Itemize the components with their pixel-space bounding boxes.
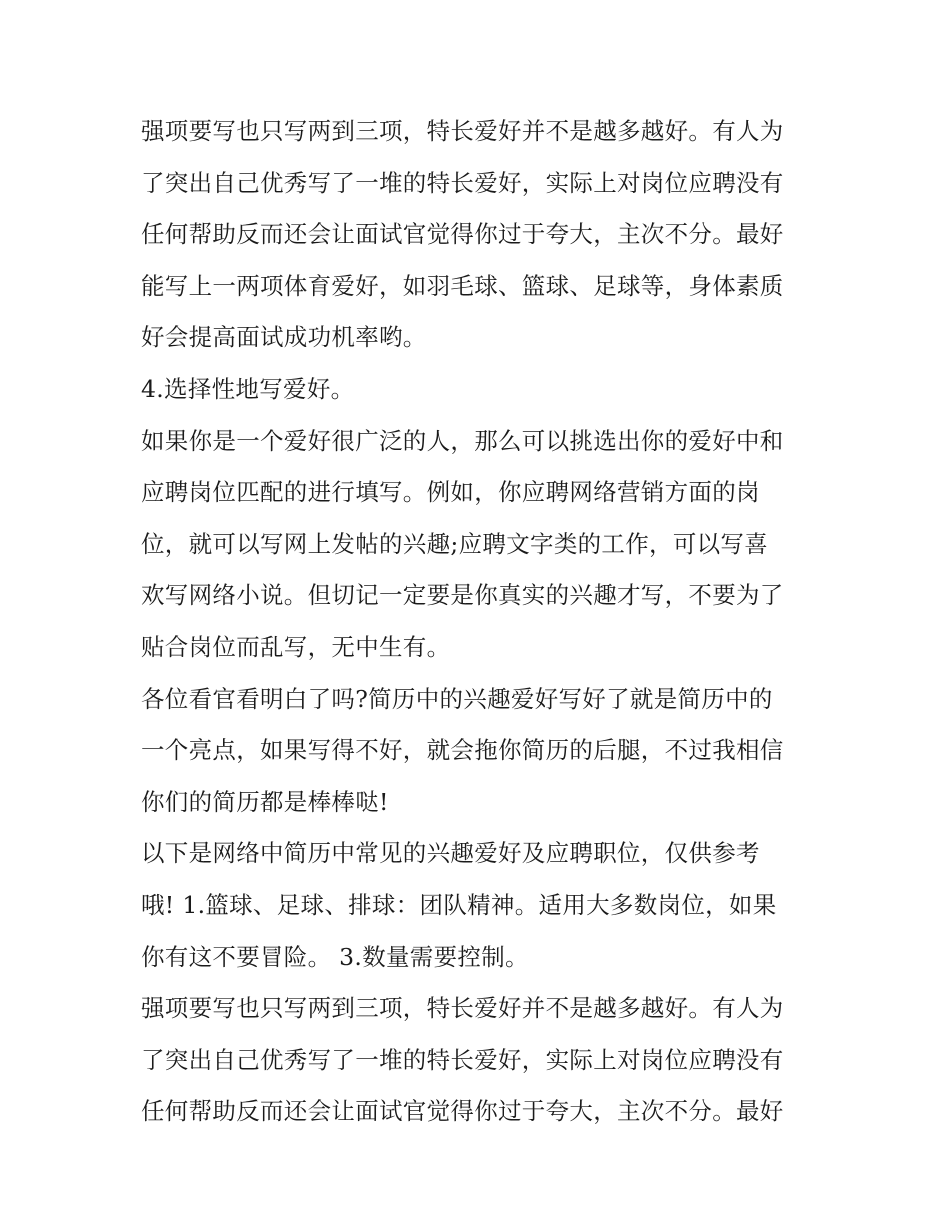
text-line: 了突出自己优秀写了一堆的特长爱好，实际上对岗位应聘没有 <box>141 1045 784 1074</box>
text-line: 应聘岗位匹配的进行填写。例如，你应聘网络营销方面的岗 <box>141 478 760 507</box>
text-line: 任何帮助反而还会让面试官觉得你过于夸大，主次不分。最好 <box>141 1097 784 1126</box>
body-text <box>141 106 821 1138</box>
section-heading: 4.选择性地写爱好。 <box>141 374 355 403</box>
text-line: 贴合岗位而乱写，无中生有。 <box>141 632 451 661</box>
text-line: 好会提高面试成功机率哟。 <box>141 323 427 352</box>
text-line: 了突出自己优秀写了一堆的特长爱好，实际上对岗位应聘没有 <box>141 168 784 197</box>
text-line: 位，就可以写网上发帖的兴趣;应聘文字类的工作，可以写喜 <box>141 529 769 558</box>
text-line: 以下是网络中简历中常见的兴趣爱好及应聘职位，仅供参考 <box>141 839 760 868</box>
text-line: 强项要写也只写两到三项，特长爱好并不是越多越好。有人为 <box>141 994 784 1023</box>
text-line: 各位看官看明白了吗?简历中的兴趣爱好写好了就是简历中的 <box>141 684 773 713</box>
text-line: 欢写网络小说。但切记一定要是你真实的兴趣才写，不要为了 <box>141 581 784 610</box>
text-line: 如果你是一个爱好很广泛的人，那么可以挑选出你的爱好中和 <box>141 426 784 455</box>
text-line: 你有这不要冒险。 3.数量需要控制。 <box>141 942 529 971</box>
text-line: 能写上一两项体育爱好，如羽毛球、篮球、足球等，身体素质 <box>141 271 784 300</box>
text-line: 一个亮点，如果写得不好，就会拖你简历的后腿，不过我相信 <box>141 736 784 765</box>
text-line: 任何帮助反而还会让面试官觉得你过于夸大，主次不分。最好 <box>141 220 784 249</box>
text-line: 你们的简历都是棒棒哒! <box>141 787 389 816</box>
text-line: 强项要写也只写两到三项，特长爱好并不是越多越好。有人为 <box>141 117 784 145</box>
text-line: 哦! 1.篮球、足球、排球：团队精神。适用大多数岗位，如果 <box>141 890 777 919</box>
